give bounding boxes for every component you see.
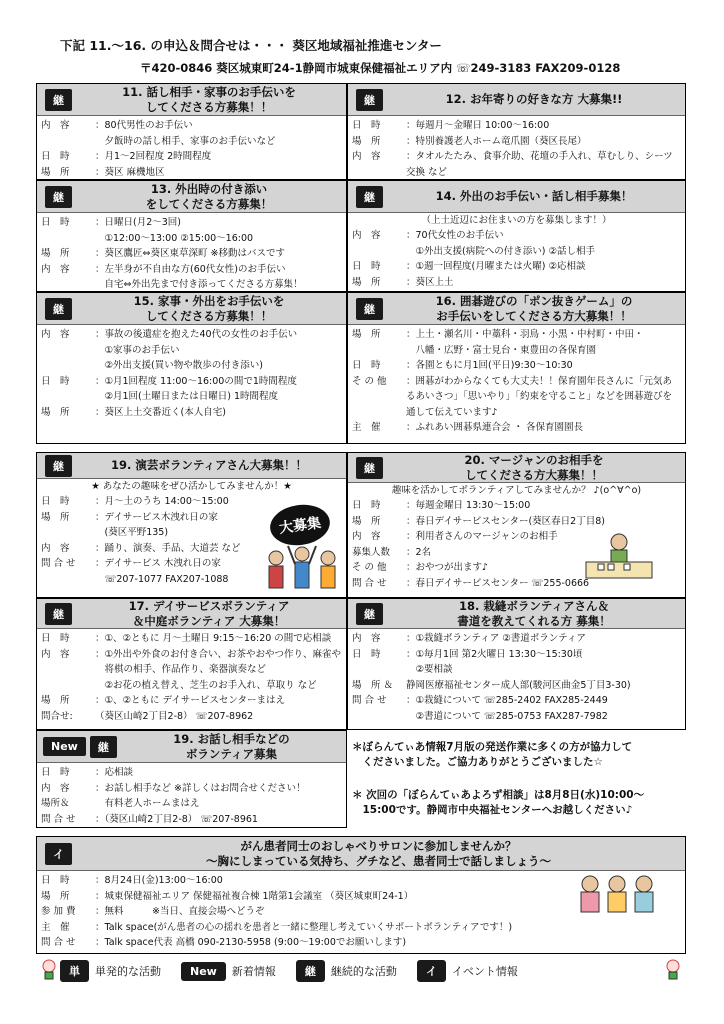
- cheering-people-illustration: [262, 540, 344, 594]
- row-value: ：城東保健福祉エリア 保健福祉複合棟 1階第1会議室 （葵区城東町24-1）: [95, 890, 414, 902]
- row-value: ：①、②ともに 月～土曜日 9:15～16:20 の間で応相談: [95, 633, 332, 644]
- panel-12: [347, 83, 686, 180]
- row-value: （葵区山崎2丁目2-8） ☏207-8962: [95, 710, 254, 722]
- row-value: ：80代男性のお手伝い 夕飯時の話し相手、家事のお手伝いなど: [95, 120, 276, 147]
- legend-single-text: 単発的な活動: [95, 965, 161, 978]
- continuous-badge: 継: [45, 186, 72, 208]
- info-row: [352, 514, 681, 530]
- row-label: 日 時: [352, 261, 381, 272]
- info-row: [41, 262, 342, 293]
- panel-12-title: 12. お年寄りの好きな方 大募集!!: [445, 92, 623, 106]
- panel-15: [36, 292, 347, 444]
- row-label: 内 容: [352, 151, 381, 162]
- info-row: [352, 327, 681, 358]
- info-row: [41, 920, 681, 936]
- row-label: 日 時: [41, 633, 70, 644]
- panel-12-title-bar: [348, 84, 685, 116]
- row-label: 日 時: [352, 648, 381, 660]
- event-title: がん患者同士のおしゃべりサロンに参加しませんか？ ～胸にしまっている気持ち、グチなど、患者同士で話しましょう～: [206, 838, 551, 868]
- continuous-badge: 継: [356, 186, 383, 208]
- info-row: [352, 498, 681, 514]
- row-value: ：お話し相手など ※詳しくはお問合せください！: [95, 782, 306, 794]
- panel-11-title-bar: [37, 84, 346, 116]
- panel-11-title: 11. 話し相手・家事のお手伝いを してくださる方募集！！: [122, 84, 296, 114]
- row-label: 日 時: [352, 500, 381, 511]
- info-row: [352, 693, 681, 724]
- info-row: [41, 631, 342, 647]
- info-row: [352, 118, 681, 134]
- panel-18-rows: [348, 629, 685, 724]
- row-value: ：Talk space(がん患者の心の揺れを患者と一緒に整理し考えていくサポートボランティアです！): [95, 921, 513, 933]
- page-header: 下記 11.～16. の申込＆問合せは・・・ 葵区地域福祉推進センター: [60, 38, 442, 53]
- row-value: ：春日デイサービスセンター(葵区春日2丁目8): [406, 515, 605, 527]
- row-value: ：葵区上土交番近く(本人自宅): [95, 406, 226, 418]
- row-value: ：囲碁がわからなくても大丈夫！！保育園年長さんに「元気あるあいさつ」「思いやり」「約束を守ること」などを囲碁遊びを通して伝えています♪: [406, 375, 673, 418]
- row-value: ：日曜日(月2～3回) ①12:00～13:00 ②15:00～16:00: [95, 217, 254, 244]
- row-label: 内 容: [352, 531, 381, 542]
- row-value: ：（葵区山崎2丁目2-8） ☏207-8961: [95, 813, 258, 825]
- consultation-note: ＊ 次回の「ぼらんてぃあよろず相談」は8月8日(水)10:00～ 15:00です。静岡市中央福祉センターへお越しください♪: [352, 789, 645, 816]
- row-label: 問合せ:: [41, 710, 73, 722]
- legend-continuous-text: 継続的な活動: [330, 965, 397, 978]
- panel-16: [347, 292, 686, 444]
- info-row: [352, 134, 681, 150]
- row-label: 参 加 費: [41, 906, 76, 917]
- panel-20-title: 20. マージャンのお相手を してくださる方大募集！！: [464, 452, 604, 482]
- info-row: [352, 149, 681, 180]
- panel-16-title-bar: [348, 293, 685, 325]
- row-label: 募集人数: [352, 546, 391, 558]
- info-row: [41, 693, 342, 709]
- row-value: ：毎週月～金曜日 10:00～16:00: [406, 120, 550, 131]
- new-badge: New: [43, 737, 86, 756]
- panel-14-title: 14. 外出のお手伝い・話し相手募集！: [435, 189, 633, 203]
- row-value: ：①栽縫ボランティア ②書道ボランティア: [406, 633, 587, 644]
- legend-event-text: イベント情報: [451, 965, 518, 978]
- row-value: ：ふれあい囲碁県連合会 ・ 各保育園園長: [406, 422, 584, 433]
- thank-you-note: ＊ぼらんてぃあ情報7月版の発送作業に多くの方が協力して くださいました。ご協力ありがとうございました☆: [352, 741, 633, 768]
- info-row: [41, 149, 342, 165]
- row-label: 場所＆: [41, 798, 70, 809]
- legend-new-text: 新着情報: [231, 965, 276, 978]
- panel-13: [36, 180, 347, 292]
- row-value: ：葵区 麻機地区: [95, 166, 165, 178]
- legend-continuous-badge: 継: [296, 960, 325, 982]
- panel-19-title: 19. 演芸ボランティアさん大募集！！: [111, 458, 307, 472]
- panel-13-title-bar: [37, 181, 346, 213]
- panel-15-rows: [37, 325, 346, 420]
- row-value: ：春日デイサービスセンター ☏255-0666: [406, 577, 590, 589]
- row-value: ：①栽縫について ☏285-2402 FAX285-2449 ②書道について ☏285-0753 FAX287-7982: [406, 695, 608, 722]
- info-row: [352, 647, 681, 678]
- row-label: そ の 他: [352, 562, 387, 573]
- panel-15-title-bar: [37, 293, 346, 325]
- row-label: 場 所: [352, 276, 381, 288]
- row-value: ：Talk space代表 高橋 090-2130-5958 (9:00～19:00でお願いします): [95, 937, 407, 948]
- row-value: ：葵区上土: [406, 276, 454, 288]
- panel-15-title: 15. 家事・外出をお手伝いを してくださる方募集！！: [133, 293, 285, 323]
- row-value: ：70代女性のお手伝い ①外出支援(病院への付き添い) ②話し相手: [406, 230, 595, 257]
- row-label: 日 時: [41, 875, 70, 886]
- panel-11-rows: [37, 116, 346, 180]
- row-label: 内 容: [352, 230, 381, 241]
- row-label: 場 所: [352, 329, 381, 340]
- continuous-badge: 継: [45, 455, 72, 477]
- info-row: [352, 275, 681, 291]
- row-label: 場 所: [41, 166, 70, 178]
- row-value: ：上土・瀬名川・中藁科・羽鳥・小黒・中村町・中田・ 八幡・広野・富士見台・東豊田の各保育園: [406, 329, 644, 356]
- row-label: 問 合 せ: [41, 813, 76, 825]
- panel-17-rows: [37, 629, 346, 724]
- info-row: [41, 647, 342, 694]
- row-label: 内 容: [41, 782, 70, 794]
- row-value: ：左半身が不自由な方(60代女性)のお手伝い 自宅⇔外出先まで付き添ってくださる方募集！: [95, 263, 303, 290]
- row-value: ：応相談: [95, 767, 134, 778]
- panel-20-note: 趣味を活かしてボランティアしてみませんか？ ♪(o^∀^o): [391, 485, 642, 496]
- row-label: 内 容: [41, 648, 70, 660]
- row-value: ：利用者さんのマージャンのお相手: [406, 531, 558, 542]
- panel-16-rows: [348, 325, 685, 436]
- row-value: ：事故の後遺症を抱えた40代の女性のお手伝い ①家事のお手伝い ②外出支援(買い物や散歩の付き添い): [95, 329, 298, 371]
- row-value: ：おやつが出ます♪: [406, 562, 489, 573]
- row-value: ：各園ともに月1回(平日)9:30～10:30: [406, 360, 573, 371]
- event-title-bar: [37, 837, 685, 871]
- row-value: ：①月1回程度 11:00～16:00の間で1時間程度 ②月1回(土曜日または日曜日) 1時間程度: [95, 375, 297, 402]
- info-row: [352, 259, 681, 275]
- row-value: ：①外出や外食のお付き合い、お茶やおやつ作り、麻雀や 将棋の相手、作品作り、楽器演奏など ②お花の植え替え、芝生のお手入れ、草取り など: [95, 648, 342, 691]
- row-value: ：月～土のうち 14:00～15:00: [95, 496, 229, 507]
- big-recruit-badge: 大募集: [268, 501, 333, 549]
- row-label: 日 時: [41, 767, 70, 778]
- row-value: ：デイサービス 木洩れ日の家 ☏207-1077 FAX207-1088: [95, 558, 229, 585]
- panel-13-title: 13. 外出時の付き添い をしてくださる方募集！: [145, 181, 273, 211]
- panel-18-title-bar: [348, 599, 685, 629]
- panel-14-rows: [348, 228, 685, 290]
- row-value: ：特別養護老人ホーム竜爪園（葵区長尾）: [406, 135, 587, 147]
- panel-11: [36, 83, 347, 180]
- row-label: 問 合 せ: [41, 937, 76, 948]
- panel-16-title: 16. 囲碁遊びの「ポン抜きゲーム」の お手伝いをしてくださる方大募集！！: [435, 293, 633, 323]
- row-label: 日 時: [41, 496, 70, 507]
- info-row: [352, 678, 681, 694]
- mahjong-illustration: [578, 530, 660, 582]
- info-row: [352, 228, 681, 259]
- row-label: 日 時: [41, 151, 70, 162]
- info-row: [41, 709, 342, 725]
- row-value: ：2名: [406, 546, 432, 558]
- panel-13-rows: [37, 213, 346, 292]
- row-value: ：毎週金曜日 13:30～15:00: [406, 500, 531, 511]
- panel-14-title-bar: [348, 181, 685, 213]
- event-badge: イ: [45, 843, 72, 865]
- info-row: [352, 374, 681, 421]
- row-label: そ の 他: [352, 375, 387, 387]
- row-value: 静岡医療福祉センター成人部(駿河区曲金5丁目3-30): [406, 679, 631, 691]
- row-value: ：月1～2回程度 2時間程度: [95, 151, 212, 162]
- row-label: 内 容: [41, 120, 70, 131]
- panel-12-rows: [348, 116, 685, 180]
- info-row: [41, 327, 342, 374]
- info-row: [41, 935, 681, 951]
- row-label: 場 所 ＆: [352, 679, 394, 691]
- mascot-icon-right: [664, 958, 682, 980]
- row-label: 場 所: [352, 135, 381, 147]
- row-value: ：デイサービス木洩れ日の家 (葵区平野135): [95, 511, 218, 538]
- info-row: [41, 246, 342, 262]
- row-label: 日 時: [352, 120, 381, 131]
- row-label: 内 容: [41, 263, 70, 275]
- panel-19-note: ★ あなたの趣味をぜひ活かしてみませんか！★: [91, 481, 292, 492]
- row-value: ：葵区鷹匠⇔葵区東草深町 ※移動はバスです: [95, 248, 285, 259]
- row-value: 有料老人ホームまはえ: [95, 798, 200, 809]
- row-value: ：踊り、演奏、手品、大道芸 など: [95, 542, 241, 554]
- info-row: [41, 374, 342, 405]
- contact-address: 〒420-0846 葵区城東町24-1静岡市城東保健福祉エリア内 ☏249-3183 FAX209-0128: [140, 61, 621, 75]
- row-label: 問 合 せ: [352, 577, 387, 589]
- row-value: ：8月24日(金)13:00～16:00: [95, 875, 223, 886]
- continuous-badge: 継: [356, 603, 383, 625]
- row-label: 場 所: [41, 695, 70, 706]
- panel-19b-title-bar: [37, 731, 346, 763]
- panel-20-title-bar: [348, 453, 685, 483]
- women-chatting-illustration: [572, 872, 662, 914]
- info-row: [352, 420, 681, 436]
- row-label: 場 所: [41, 406, 70, 418]
- panel-14-note: （上土近辺にお住まいの方を募集します！）: [421, 215, 612, 226]
- row-value: ：①週一回程度(月曜または火曜) ②応相談: [406, 261, 586, 272]
- row-label: 内 容: [352, 633, 381, 644]
- panel-17-title-bar: [37, 599, 346, 629]
- row-label: 場 所: [352, 515, 381, 527]
- row-label: 主 催: [352, 422, 381, 433]
- row-label: 場 所: [41, 890, 70, 902]
- panel-18-title: 18. 栽縫ボランティアさん＆ 書道を教えてくれる方 募集！: [457, 598, 611, 628]
- panel-19b-rows: [37, 763, 346, 827]
- panel-19-title-bar: [37, 453, 346, 479]
- panel-17-title: 17. デイサービスボランティア ＆中庭ボランティア 大募集！: [128, 598, 290, 628]
- row-label: 日 時: [352, 360, 381, 371]
- panel-18: [347, 598, 686, 730]
- row-value: ：タオルたたみ、食事介助、花壇の手入れ、草むしり、シーツ交換 など: [406, 151, 673, 178]
- continuous-badge: 継: [90, 736, 117, 758]
- legend-single-badge: 単: [60, 960, 89, 982]
- continuous-badge: 継: [356, 89, 383, 111]
- info-row: [352, 358, 681, 374]
- row-label: 内 容: [41, 542, 70, 554]
- row-label: 日 時: [41, 375, 70, 387]
- legend-event-badge: イ: [417, 960, 446, 982]
- row-label: 問 合 せ: [352, 695, 387, 706]
- legend-new-badge: New: [181, 962, 226, 981]
- info-row: [41, 215, 342, 246]
- panel-19-conversation: [36, 730, 347, 828]
- continuous-badge: 継: [45, 603, 72, 625]
- legend: [60, 960, 532, 982]
- row-value: ：①、②ともに デイサービスセンターまはえ: [95, 695, 286, 706]
- info-row: [41, 765, 342, 781]
- panel-19b-title: 19. お話し相手などの ボランティア募集: [173, 731, 290, 761]
- info-row: [352, 631, 681, 647]
- info-row: [41, 812, 342, 828]
- row-value: ：①毎月1回 第2火曜日 13:30～15:30頃 ②要相談: [406, 648, 583, 675]
- row-label: 問 合 せ: [41, 558, 76, 569]
- info-row: [41, 781, 342, 797]
- mascot-icon-left: [40, 958, 58, 980]
- info-row: [41, 405, 342, 421]
- row-label: 日 時: [41, 217, 70, 228]
- row-value: ：無料 ※当日、直接会場へどうぞ: [95, 906, 265, 917]
- continuous-badge: 継: [45, 89, 72, 111]
- row-label: 場 所: [41, 248, 70, 259]
- continuous-badge: 継: [45, 298, 72, 320]
- info-row: [41, 796, 342, 812]
- continuous-badge: 継: [356, 457, 383, 479]
- row-label: 主 催: [41, 921, 70, 933]
- panel-17: [36, 598, 347, 730]
- row-label: 内 容: [41, 329, 70, 340]
- panel-14: [347, 180, 686, 292]
- continuous-badge: 継: [356, 298, 383, 320]
- row-label: 場 所: [41, 511, 70, 523]
- info-row: [41, 165, 342, 181]
- info-row: [41, 118, 342, 149]
